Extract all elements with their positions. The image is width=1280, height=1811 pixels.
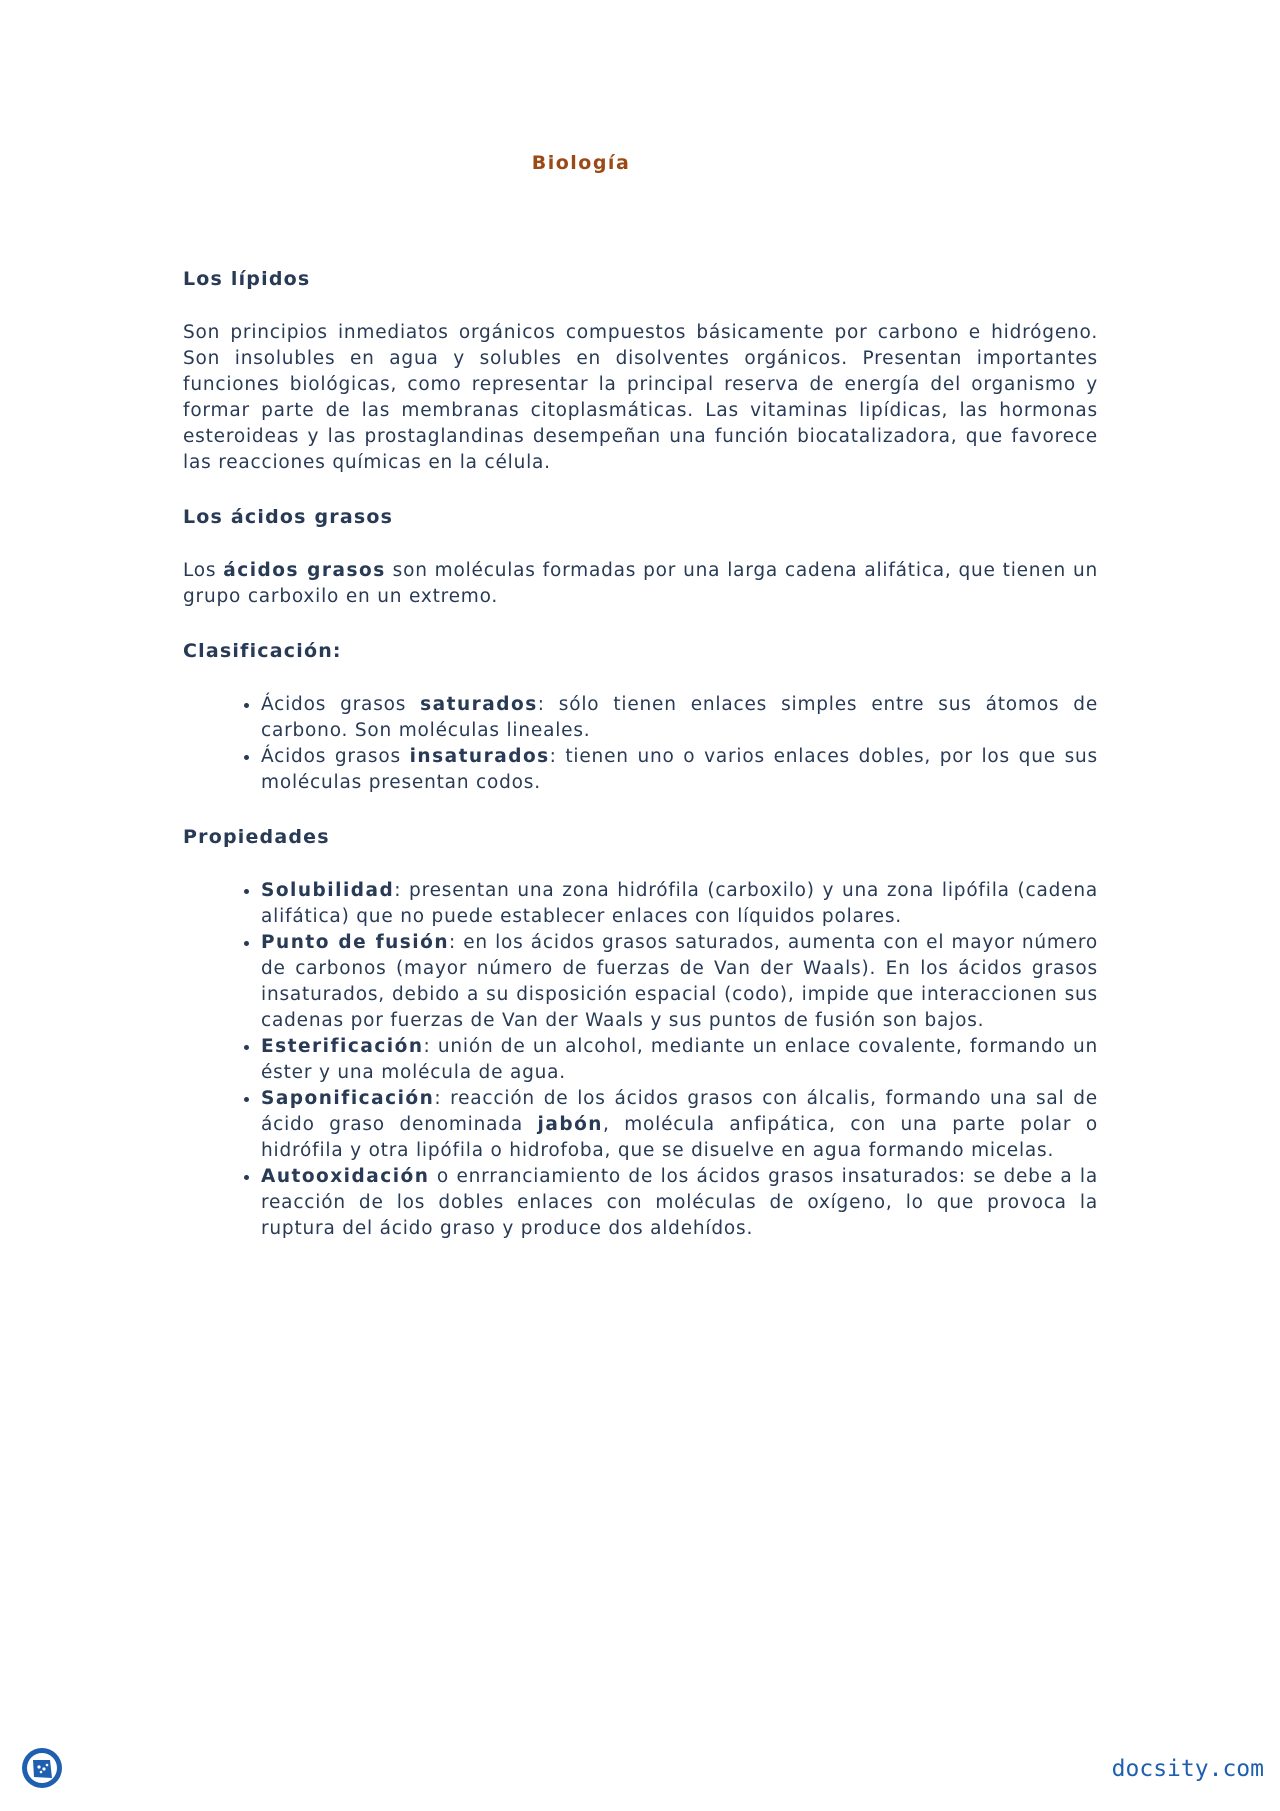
list-item bbox=[261, 930, 1098, 1034]
list-item bbox=[261, 692, 1098, 744]
list-item bbox=[261, 1164, 1098, 1242]
brand-link[interactable]: docsity.com bbox=[1111, 1756, 1264, 1782]
list-item bbox=[261, 744, 1098, 796]
section-propiedades bbox=[183, 822, 1098, 1242]
text-run: : sólo tienen enlaces simples entre sus átomos de carbono. Son moléculas lineales. bbox=[261, 694, 1098, 741]
bold-term: Esterificación bbox=[261, 1036, 424, 1057]
bullet-list bbox=[183, 878, 1098, 1242]
section-paragraph bbox=[183, 558, 1098, 610]
bold-term: insaturados bbox=[409, 746, 550, 767]
text-run: : unión de un alcohol, mediante un enlace covalente, formando un éster y una molécula de agua. bbox=[261, 1036, 1098, 1083]
section-heading: Los ácidos grasos bbox=[183, 506, 394, 528]
text-run: : reacción de los ácidos grasos con álcalis, formando una sal de ácido graso denominada bbox=[261, 1088, 1098, 1135]
bold-term: Autooxidación bbox=[261, 1166, 430, 1187]
section-lipidos bbox=[183, 264, 1098, 476]
bold-term: Punto de fusión bbox=[261, 932, 450, 953]
section-acidos-grasos bbox=[183, 502, 1098, 610]
list-item bbox=[261, 878, 1098, 930]
bold-term: Saponificación bbox=[261, 1088, 435, 1109]
text-run: Los bbox=[183, 560, 224, 581]
bold-term: jabón bbox=[537, 1114, 603, 1135]
text-run: Ácidos grasos bbox=[261, 746, 410, 767]
text-run: : presentan una zona hidrófila (carboxilo) y una zona lipófila (cadena alifática) que no puede establecer enlaces con líquidos polares. bbox=[261, 880, 1098, 927]
section-clasificacion bbox=[183, 636, 1098, 796]
bold-term: ácidos grasos bbox=[223, 560, 386, 581]
text-run: : en los ácidos grasos saturados, aumenta con el mayor número de carbonos (mayor número de fuerzas de Van der Waals). En los ácidos grasos insaturados, debido a su disposición espacial (codo), impide que interaccionen sus cadenas por fuerzas de Van der Waals y sus puntos de fusión son bajos. bbox=[261, 932, 1098, 1031]
bold-term: Solubilidad bbox=[261, 880, 395, 901]
docsity-logo-icon[interactable] bbox=[20, 1746, 64, 1790]
text-run: , molécula anfipática, con una parte polar o hidrófila y otra lipófila o hidrofoba, que se disuelve en agua formando micelas. bbox=[261, 1114, 1098, 1161]
section-heading: Propiedades bbox=[183, 826, 330, 848]
document-title: Biología bbox=[531, 152, 631, 174]
list-item bbox=[261, 1086, 1098, 1164]
section-heading: Clasificación: bbox=[183, 640, 342, 662]
text-run: Ácidos grasos bbox=[261, 694, 421, 715]
text-run: o enrranciamiento de los ácidos grasos insaturados: se debe a la reacción de los dobles enlaces con moléculas de oxígeno, lo que provoca la ruptura del ácido graso y produce dos aldehídos. bbox=[261, 1166, 1098, 1239]
section-heading: Los lípidos bbox=[183, 268, 311, 290]
section-paragraph: Son principios inmediatos orgánicos compuestos básicamente por carbono e hidrógeno. Son insolubles en agua y solubles en disolventes orgánicos. Presentan importantes funciones biológicas, como representar la principal reserva de energía del organismo y formar parte de las membranas citoplasmáticas. Las vitaminas lipídicas, las hormonas esteroideas y las prostaglandinas desempeñan una función biocatalizadora, que favorece las reacciones químicas en la célula. bbox=[183, 322, 1098, 473]
docsity-logo-icon bbox=[20, 1746, 64, 1790]
bullet-list bbox=[183, 692, 1098, 796]
document-body bbox=[183, 264, 1098, 1268]
list-item bbox=[261, 1034, 1098, 1086]
bold-term: saturados bbox=[420, 694, 538, 715]
text-run: son moléculas formadas por una larga cadena alifática, que tienen un grupo carboxilo en un extremo. bbox=[183, 560, 1098, 607]
text-run: : tienen uno o varios enlaces dobles, por los que sus moléculas presentan codos. bbox=[261, 746, 1098, 793]
